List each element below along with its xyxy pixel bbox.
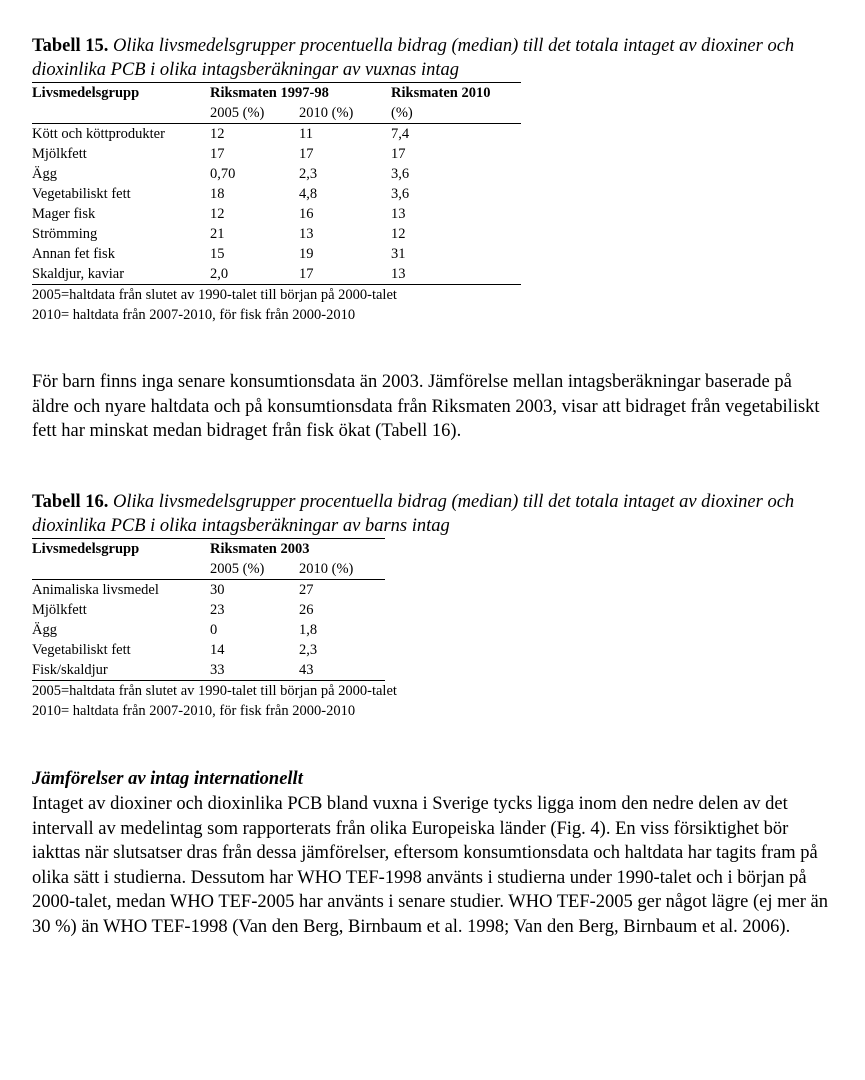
row-v2010: 4,8 (299, 186, 318, 202)
row-v2005: 17 (210, 146, 225, 162)
row-v2010: 2,3 (299, 166, 318, 182)
row-v2005: 18 (210, 186, 225, 202)
table-row (32, 164, 521, 184)
table-row (32, 580, 385, 601)
table-row (32, 640, 385, 660)
row-r2010: 3,6 (391, 186, 410, 202)
table-row (32, 660, 385, 681)
row-v2010: 13 (299, 226, 314, 242)
row-v2005: 33 (210, 660, 299, 681)
row-v2005: 12 (210, 126, 225, 142)
row-v2005: 2,0 (210, 264, 299, 285)
table-row (32, 264, 521, 285)
table15-caption (32, 34, 832, 82)
row-group: Mjölkfett (32, 602, 87, 618)
row-v2005: 0 (210, 622, 218, 638)
row-v2010: 2,3 (299, 642, 318, 658)
table15-sub-2005: 2005 (%) (210, 103, 299, 124)
row-v2010: 27 (299, 582, 314, 598)
section-heading: Jämförelser av intag internationellt (32, 769, 303, 789)
row-v2005: 23 (210, 602, 225, 618)
table-row (32, 204, 521, 224)
row-v2010: 43 (299, 660, 385, 681)
table16-caption-text: Olika livsmedelsgrupper procentuella bidrag (median) till det totala intaget av dioxiner och dioxinlika PCB i olika intagsberäkningar av barns intag (32, 492, 795, 536)
table16-sub-2010: 2010 (%) (299, 559, 385, 580)
table15-grid (32, 82, 521, 285)
table16 (32, 538, 397, 721)
row-group: Animaliska livsmedel (32, 582, 159, 598)
table15-note1: 2005=haltdata från slutet av 1990-talet till början på 2000-talet (32, 287, 397, 303)
paragraph-children-intake: För barn finns inga senare konsumtionsdata än 2003. Jämförelse mellan intagsberäkningar baserade på äldre och nyare haltdata och på konsumtionsdata från Riksmaten 2003, visar att bidraget från vegetabiliskt fett har minskat medan bidraget från fisk ökat (Tabell 16). (32, 372, 820, 441)
row-v2005: 30 (210, 582, 225, 598)
row-r2010: 17 (391, 146, 406, 162)
row-v2005: 15 (210, 246, 225, 262)
row-group: Strömming (32, 226, 98, 242)
table-row (32, 184, 521, 204)
row-v2010: 17 (299, 146, 314, 162)
row-group: Mager fisk (32, 206, 96, 222)
table15-label: Tabell 15. (32, 36, 109, 56)
table15-sub-2010: 2010 (%) (299, 103, 391, 124)
row-r2010: 7,4 (391, 126, 410, 142)
row-v2010: 11 (299, 126, 313, 142)
table15-header-riks1997: Riksmaten 1997-98 (210, 83, 391, 104)
row-group: Kött och köttprodukter (32, 126, 165, 142)
row-v2010: 16 (299, 206, 314, 222)
table-row (32, 244, 521, 264)
table15-header-riks2010: Riksmaten 2010 (391, 83, 521, 104)
row-v2010: 26 (299, 602, 314, 618)
table16-label: Tabell 16. (32, 492, 109, 512)
row-r2010: 3,6 (391, 166, 410, 182)
table-row (32, 620, 385, 640)
row-group: Skaldjur, kaviar (32, 264, 210, 285)
row-group: Ägg (32, 166, 57, 182)
table16-note2: 2010= haltdata från 2007-2010, för fisk från 2000-2010 (32, 703, 356, 719)
row-v2010: 17 (299, 264, 391, 285)
row-r2010: 31 (391, 246, 406, 262)
table15-note2: 2010= haltdata från 2007-2010, för fisk från 2000-2010 (32, 307, 356, 323)
row-group: Fisk/skaldjur (32, 660, 210, 681)
table-row (32, 124, 521, 145)
row-v2005: 12 (210, 206, 225, 222)
row-group: Ägg (32, 622, 57, 638)
row-r2010: 13 (391, 206, 406, 222)
row-group: Vegetabiliskt fett (32, 642, 131, 658)
table16-header-group: Livsmedelsgrupp (32, 539, 210, 560)
row-v2010: 19 (299, 246, 314, 262)
table15 (32, 82, 521, 325)
row-v2010: 1,8 (299, 622, 318, 638)
table16-header-riks2003: Riksmaten 2003 (210, 539, 385, 560)
table15-sub-pct: (%) (391, 103, 521, 124)
table16-grid (32, 538, 385, 681)
table16-note1: 2005=haltdata från slutet av 1990-talet till början på 2000-talet (32, 683, 397, 699)
table15-header-group: Livsmedelsgrupp (32, 83, 210, 104)
table-row (32, 600, 385, 620)
row-group: Vegetabiliskt fett (32, 186, 131, 202)
row-group: Annan fet fisk (32, 246, 115, 262)
row-v2005: 14 (210, 642, 225, 658)
table-row (32, 224, 521, 244)
table-row (32, 144, 521, 164)
table15-caption-text: Olika livsmedelsgrupper procentuella bidrag (median) till det totala intaget av dioxiner och dioxinlika PCB i olika intagsberäkningar av vuxnas intag (32, 36, 795, 80)
row-v2005: 21 (210, 226, 225, 242)
row-r2010: 13 (391, 264, 521, 285)
table16-caption (32, 490, 832, 538)
table16-sub-2005: 2005 (%) (210, 559, 299, 580)
row-v2005: 0,70 (210, 166, 236, 182)
paragraph-international-comparison: Intaget av dioxiner och dioxinlika PCB bland vuxna i Sverige tycks ligga inom den nedre delen av det intervall av medelintag som rapporterats från olika Europeiska länder (Fig. 4). En viss försiktighet bör iakttas när slutsatser dras från dessa jämförelser, eftersom konsumtionsdata och haltdata har tagits fram på olika sätt i studierna. Dessutom har WHO TEF-1998 använts i studierna under 1990-talet och i början på 2000-talet, medan WHO TEF-2005 har använts i senare studier. WHO TEF-2005 ger något lägre (ej mer än 30 %) än WHO TEF-1998 (Van den Berg, Birnbaum et al. 1998; Van den Berg, Birnbaum et al. 2006). (32, 794, 828, 937)
row-r2010: 12 (391, 226, 406, 242)
row-group: Mjölkfett (32, 146, 87, 162)
